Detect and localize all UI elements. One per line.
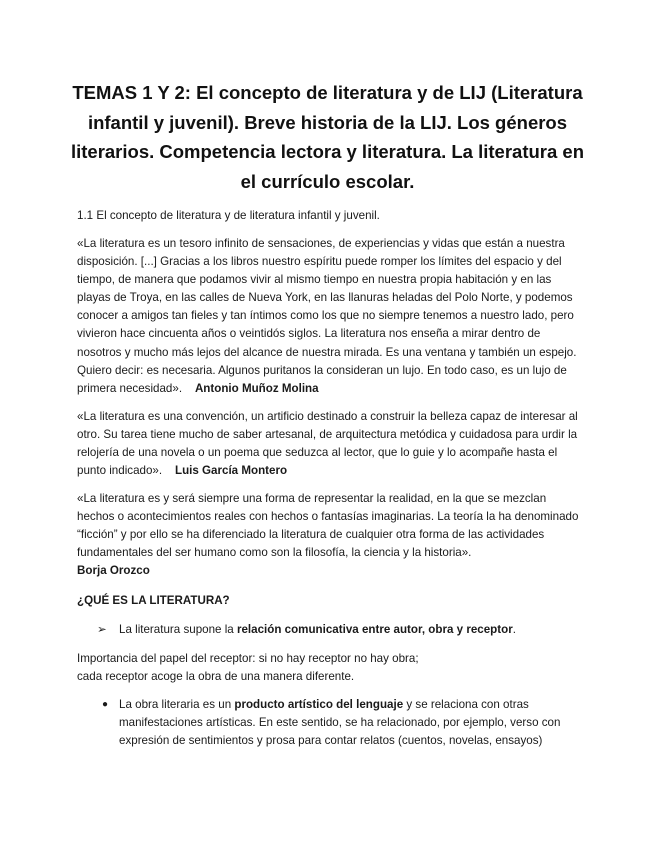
- section-heading: 1.1 El concepto de literatura y de literatura infantil y juvenil.: [77, 209, 380, 222]
- quote-text: «La literatura es un tesoro infinito de sensaciones, de experiencias y vidas que están a nuestra disposición. [...] Gracias a los libros nuestro espíritu puede romper los límites del espacio y del tiempo, de manera que podamos vivir al mismo tiempo en nuestra propia habitación y en las playas de Troya, en las calles de Nueva York, en las llanuras heladas del Polo Norte, y podemos conocer a amigos tan fieles y tan íntimos como los que no siempre tenemos a nuestro lado, pero vivieron hace cincuenta años o veintidós siglos. La literatura nos enseña a mirar dentro de nosotros y mucho más lejos del alcance de nuestra mirada. Es una ventana y también un espejo. Quiero decir: es necesaria. Algunos puritanos la consideran un lujo. En todo caso, es un lujo de primera necesidad».: [77, 237, 577, 395]
- bullet-text: La literatura supone la relación comunicativa entre autor, obra y receptor.: [119, 623, 516, 636]
- quote-author: Borja Orozco: [77, 564, 150, 578]
- receptor-note: [77, 650, 582, 686]
- quote-paragraph: [77, 235, 582, 398]
- bullet-text: La obra literaria es un producto artístico del lenguaje y se relaciona con otras manifestaciones artísticas. En este sentido, se ha relacionado, por ejemplo, verso con expresión de sentimientos y prosa para contar relatos (cuentos, novelas, ensayos): [119, 698, 561, 748]
- bullet-emphasis: producto artístico del lenguaje: [234, 698, 404, 711]
- bullet-emphasis: relación comunicativa entre autor, obra y receptor: [236, 623, 513, 636]
- quote-text: «La literatura es y será siempre una forma de representar la realidad, en la que se mezclan hechos o acontecimientos reales con hechos o fantasías imaginarias. La teoría la ha denominado “ficción” y por ello se ha diferenciado la literatura de cualquier otra forma de las actividades fundamentales del ser humano como son la filosofía, la ciencia y la historia».: [77, 492, 579, 560]
- quote-text: «La literatura es una convención, un artificio destinado a construir la belleza capaz de interesar al otro. Su tarea tiene mucho de saber artesanal, de arquitectura metódica y cuidadosa para urdir la relojería de una novela o un poema que seduzca al lector, que lo guie y lo acompañe hasta el punto indicado».: [77, 410, 578, 478]
- document-title: TEMAS 1 Y 2: El concepto de literatura y de LIJ (Literatura infantil y juvenil). Breve historia de la LIJ. Los géneros literarios. Competencia lectora y literatura. La literatura en el currículo escolar.: [70, 82, 585, 192]
- receptor-line: Importancia del papel del receptor: si no hay receptor no hay obra;: [77, 652, 419, 665]
- dot-bullet-icon: ●: [102, 699, 109, 710]
- receptor-line: cada receptor acoge la obra de una manera diferente.: [77, 670, 355, 684]
- quote-author: Antonio Muñoz Molina: [194, 381, 319, 395]
- quote-paragraph: [77, 490, 582, 580]
- quote-paragraph: [77, 408, 582, 480]
- arrow-bullet-icon: ➢: [97, 623, 107, 636]
- question-heading: ¿QUÉ ES LA LITERATURA?: [77, 594, 230, 607]
- quote-author: Luis García Montero: [174, 464, 288, 478]
